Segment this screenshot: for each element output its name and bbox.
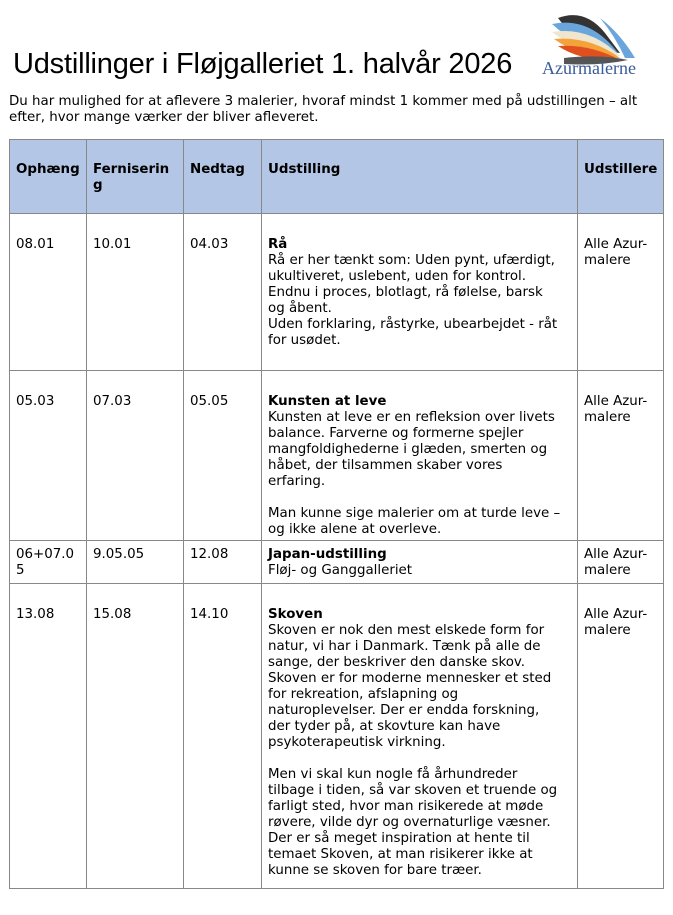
exhibition-title: Kunsten at leve: [268, 394, 387, 409]
cell-fernisering: 9.05.05: [87, 541, 184, 584]
cell-udstilling: [262, 541, 578, 584]
cell-ophaeng: 08.01: [10, 214, 87, 371]
cell-udstillere: Alle Azur- malere: [578, 371, 664, 541]
cell-udstillere: Alle Azur- malere: [578, 584, 664, 889]
cell-udstilling: [262, 584, 578, 889]
exhibition-title: Japan-udstilling: [268, 547, 387, 562]
header-udstillere: Udstillere: [578, 140, 664, 214]
cell-fernisering: 07.03: [87, 371, 184, 541]
table-header-row: [10, 140, 664, 214]
table-row: [10, 584, 664, 889]
cell-ophaeng: 06+07.0 5: [10, 541, 87, 584]
table-row: [10, 541, 664, 584]
cell-nedtag: 12.08: [184, 541, 262, 584]
cell-ophaeng: 05.03: [10, 371, 87, 541]
exhibition-description: Rå er her tænkt som: Uden pynt, ufærdigt, ukultiveret, uslebent, uden for kontrol. Endnu i proces, blotlagt, rå følelse, barsk og åbent. Uden forklaring, råstyrke, ubearbejdet - råt for usødet.: [268, 253, 558, 348]
cell-fernisering: 15.08: [87, 584, 184, 889]
header-fernisering: Ferniserin g: [87, 140, 184, 214]
cell-fernisering: 10.01: [87, 214, 184, 371]
exhibition-description: Fløj- og Ganggalleriet: [268, 563, 413, 578]
cell-udstilling: [262, 214, 578, 371]
exhibition-description: Kunsten at leve er en refleksion over livets balance. Farverne og formerne spejler mangfoldighederne i glæden, smerten og håbet, der tilsammen skaber vores erfaring. Man kunne sige malerier om at turde leve – og ikke alene at overleve.: [268, 410, 561, 537]
logo-text: Azurmalerne: [542, 58, 636, 78]
exhibition-description: Skoven er nok den mest elskede form for natur, vi har i Danmark. Tænk på alle de sange, der beskriver den danske skov. Skoven er for moderne mennesker et sted for rekreation, afslapning og naturoplevelser. Der er endda forskning, der tyder på, at skovture kan have psykoterapeutisk virkning. Men vi skal kun nogle få århundreder tilbage i tiden, så var skoven et truende og farligt sted, hvor man risikerede at møde røvere, vilde dyr og overnaturlige væsner. Der er så meget inspiration at hente til temaet Skoven, at man risikerer ikke at kunne se skoven for bare træer.: [268, 623, 558, 878]
cell-nedtag: 14.10: [184, 584, 262, 889]
cell-ophaeng: 13.08: [10, 584, 87, 889]
cell-udstillere: Alle Azur- malere: [578, 214, 664, 371]
page-title: Udstillinger i Fløjgalleriet 1. halvår 2026: [13, 48, 513, 80]
table-row: [10, 214, 664, 371]
cell-udstillere: Alle Azur- malere: [578, 541, 664, 584]
cell-nedtag: 04.03: [184, 214, 262, 371]
exhibition-table: [9, 139, 664, 889]
header-nedtag: Nedtag: [184, 140, 262, 214]
cell-udstilling: [262, 371, 578, 541]
table-row: [10, 371, 664, 541]
exhibition-title: Skoven: [268, 607, 323, 622]
header-ophaeng: Ophæng: [10, 140, 87, 214]
intro-text: Du har mulighed for at aflevere 3 malerier, hvoraf mindst 1 kommer med på udstillingen – alt efter, hvor mange værker der bliver afleveret.: [9, 94, 638, 125]
cell-nedtag: 05.05: [184, 371, 262, 541]
header-udstilling: Udstilling: [262, 140, 578, 214]
exhibition-title: Rå: [268, 237, 288, 252]
